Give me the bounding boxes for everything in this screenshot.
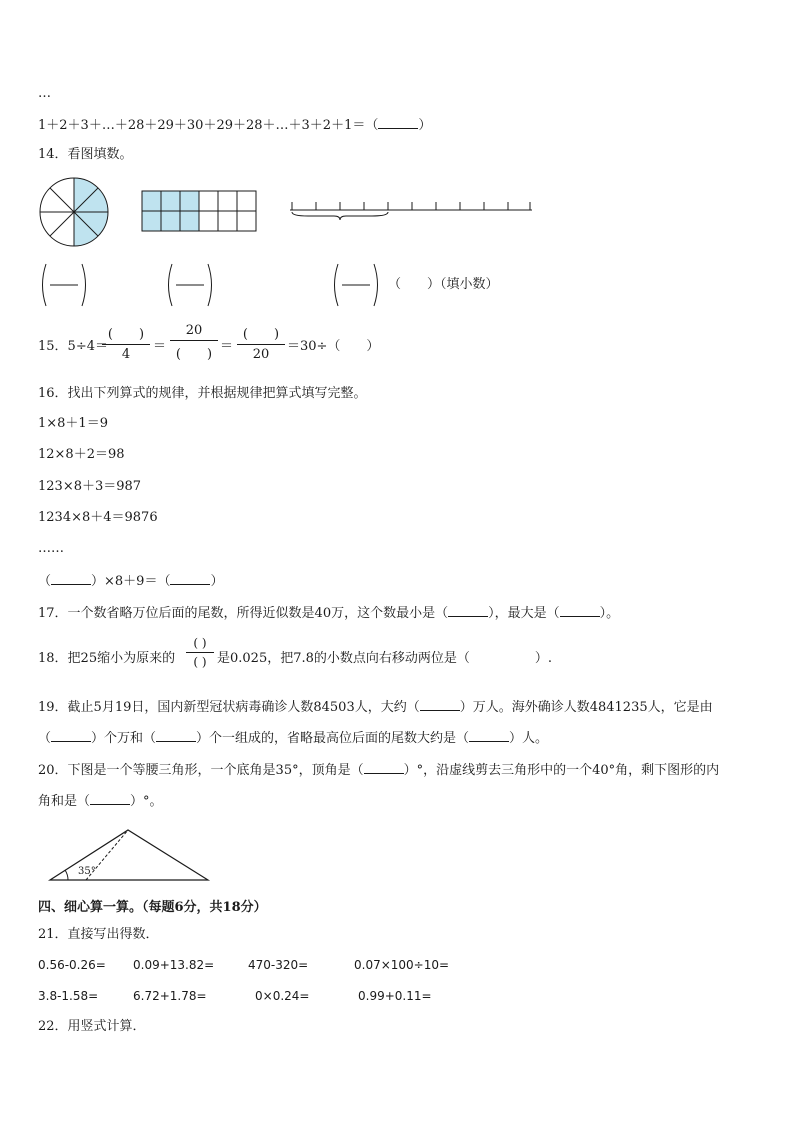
pattern-line: 123×8＋3＝987 xyxy=(38,479,142,494)
sum-question: 1＋2＋3＋…＋28＋29＋30＋29＋28＋…＋3＋2＋1＝（ ） xyxy=(38,118,432,133)
fraction-answer-1[interactable] xyxy=(38,262,90,312)
answer-blank[interactable] xyxy=(51,572,91,585)
calc-item[interactable]: 0×0.24= xyxy=(255,989,310,1003)
q19-line1: 19．截止5月19日，国内新型冠状病毒确诊人数84503人，大约（ ）万人。海外确诊人数4841235人，它是由 xyxy=(38,700,713,715)
q14-title: 14．看图填数。 xyxy=(38,147,133,162)
q16-title: 16．找出下列算式的规律，并根据规律把算式填写完整。 xyxy=(38,386,367,401)
calc-item[interactable]: 0.99+0.11= xyxy=(358,989,432,1003)
q20-line1: 20．下图是一个等腰三角形，一个底角是35°，顶角是（ ）°，沿虚线剪去三角形中的一个40°角，剩下图形的内 xyxy=(38,763,720,778)
fraction-grid xyxy=(141,190,259,232)
fraction-answer-3[interactable] xyxy=(330,262,382,312)
q18-part2: 是0.025，把7.8的小数点向右移动两位是（ ）. xyxy=(217,651,553,666)
q18-fraction[interactable]: ( ) ( ) xyxy=(186,636,214,669)
fraction-circle xyxy=(38,176,110,248)
section4-title: 四、细心算一算。（每题6分，共18分） xyxy=(38,900,267,915)
fraction-answer-2[interactable] xyxy=(164,262,216,312)
q15-fraction-2[interactable]: 20 ( ) xyxy=(170,323,218,362)
calc-item[interactable]: 0.56-0.26= xyxy=(38,958,106,972)
answer-blank[interactable] xyxy=(364,761,404,774)
answer-blank[interactable] xyxy=(170,572,210,585)
pattern-ellipsis: …… xyxy=(38,541,64,556)
sum-expression: 1＋2＋3＋…＋28＋29＋30＋29＋28＋…＋3＋2＋1＝（ xyxy=(38,118,379,133)
answer-blank[interactable] xyxy=(156,729,196,742)
q22-title: 22．用竖式计算． xyxy=(38,1019,146,1034)
calc-item[interactable]: 6.72+1.78= xyxy=(133,989,207,1003)
angle-label: 35° xyxy=(78,866,96,877)
pattern-line: 12×8＋2＝98 xyxy=(38,447,125,462)
answer-blank[interactable] xyxy=(378,116,418,129)
answer-blank[interactable] xyxy=(90,792,130,805)
q20-line2: 角和是（ ）°。 xyxy=(38,794,163,809)
pattern-line: 1×8＋1＝9 xyxy=(38,416,108,431)
q15-fraction-1[interactable]: ( ) 4 xyxy=(102,323,150,362)
ellipsis-line: … xyxy=(38,86,51,101)
q16-answer-line: （ ）×8＋9＝（ ） xyxy=(38,574,224,589)
isosceles-triangle xyxy=(46,826,212,884)
calc-item[interactable]: 3.8-1.58= xyxy=(38,989,99,1003)
q19-line2: （ ）个万和（ ）个一组成的，省略最高位后面的尾数大约是（ ）人。 xyxy=(38,731,549,746)
number-line xyxy=(288,198,536,222)
calc-item[interactable]: 470-320= xyxy=(248,958,309,972)
q15-prefix: 15．5÷4＝ xyxy=(38,339,108,354)
answer-blank[interactable] xyxy=(51,729,91,742)
q15-fraction-3[interactable]: ( ) 20 xyxy=(237,323,285,362)
q18-part1: 18．把25缩小为原来的 xyxy=(38,651,176,666)
answer-blank[interactable] xyxy=(469,729,509,742)
calc-item[interactable]: 0.07×100÷10= xyxy=(354,958,450,972)
q15-suffix[interactable]: ＝30÷（ ） xyxy=(287,339,380,354)
calc-item[interactable]: 0.09+13.82= xyxy=(133,958,215,972)
decimal-answer[interactable]: （ ）（填小数） xyxy=(388,277,499,292)
answer-blank[interactable] xyxy=(420,698,460,711)
q17-question: 17．一个数省略万位后面的尾数，所得近似数是40万，这个数最小是（ ），最大是（ ）。 xyxy=(38,606,620,621)
q21-title: 21．直接写出得数． xyxy=(38,927,159,942)
answer-blank[interactable] xyxy=(560,604,600,617)
answer-blank[interactable] xyxy=(448,604,488,617)
pattern-line: 1234×8＋4＝9876 xyxy=(38,510,158,525)
